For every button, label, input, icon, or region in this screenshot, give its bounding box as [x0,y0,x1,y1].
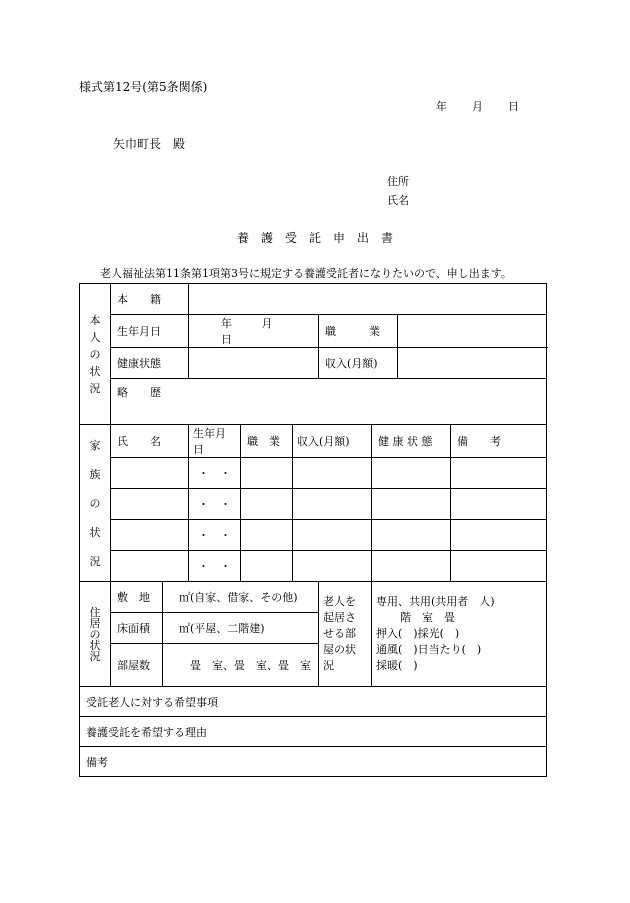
remarks-field[interactable] [80,747,547,777]
family-remarks-cell[interactable] [451,489,547,520]
family-remarks-cell[interactable] [451,458,547,489]
floor-area-label: 床面積 [111,613,163,644]
family-income-cell[interactable] [293,520,372,551]
family-name-cell[interactable] [111,458,189,489]
date-day-label: 日 [508,100,519,113]
date-year-label: 年 [436,100,447,113]
family-section-heading: 家 族 の 状 況 [80,425,111,582]
family-income-cell[interactable] [293,489,372,520]
family-remarks-cell[interactable] [451,520,547,551]
reason-label: 養護受託を希望する理由 [86,725,207,739]
table-row [80,458,547,489]
self-section-heading: 本 人 の 状 況 [80,284,111,425]
family-income-cell[interactable] [293,551,372,582]
rooms-field[interactable]: 畳 室、畳 室、畳 室 [163,644,319,687]
floor-area-field[interactable]: ㎡(平屋、二階建) [163,613,319,644]
history-field[interactable] [111,379,547,425]
housing-section-heading: 住 居 の 状 況 [80,582,111,687]
income-label: 収入(月額) [319,348,398,379]
family-occupation-cell[interactable] [241,520,293,551]
occupation-field[interactable] [398,315,547,348]
application-form-table [79,283,547,777]
elder-room-label: 老人を 起居さ せる部 屋の状 況 [319,582,372,687]
family-health-cell[interactable] [372,551,451,582]
remarks-label: 備考 [86,755,108,769]
family-health-cell[interactable] [372,520,451,551]
table-row [80,551,547,582]
wishes-field[interactable] [80,687,547,717]
family-birth-cell[interactable]: ・ ・ [189,458,241,489]
document-title: 養 護 受 託 申 出 書 [236,231,393,245]
name-label: 氏名 [387,194,409,207]
table-row [80,520,547,551]
wishes-label: 受託老人に対する希望事項 [86,695,218,709]
health-field[interactable] [189,348,319,379]
address-label: 住所 [387,175,409,188]
family-col-birthdate: 生年月日 [189,425,241,458]
family-occupation-cell[interactable] [241,489,293,520]
history-label: 略 歴 [117,386,161,399]
intro-text: 老人福祉法第11条第1項第3号に規定する養護受託者になりたいので、申し出ます。 [100,267,512,280]
site-field[interactable]: ㎡(自家、借家、その他) [163,582,319,613]
family-birth-cell[interactable]: ・ ・ [189,551,241,582]
family-col-name: 氏 名 [111,425,189,458]
family-occupation-cell[interactable] [241,551,293,582]
honseki-label: 本 籍 [111,284,189,315]
occupation-label: 職 業 [319,315,398,348]
date-month-label: 月 [472,100,483,113]
family-remarks-cell[interactable] [451,551,547,582]
family-occupation-cell[interactable] [241,458,293,489]
family-col-health: 健 康 状 態 [372,425,451,458]
form-number: 様式第12号(第5条関係) [79,80,208,94]
honseki-field[interactable] [189,284,547,315]
family-name-cell[interactable] [111,520,189,551]
rooms-label: 部屋数 [111,644,163,687]
family-health-cell[interactable] [372,489,451,520]
income-field[interactable] [398,348,547,379]
family-col-remarks: 備 考 [451,425,547,458]
birthdate-label: 生年月日 [111,315,189,348]
addressee: 矢巾町長 殿 [113,137,186,151]
health-label: 健康状態 [111,348,189,379]
family-col-income: 収入(月額) [293,425,372,458]
family-birth-cell[interactable]: ・ ・ [189,489,241,520]
table-row [80,489,547,520]
family-health-cell[interactable] [372,458,451,489]
family-birth-cell[interactable]: ・ ・ [189,520,241,551]
family-col-occupation: 職 業 [241,425,293,458]
family-name-cell[interactable] [111,551,189,582]
family-income-cell[interactable] [293,458,372,489]
birthdate-field[interactable]: 年 月 日 [189,315,319,348]
family-name-cell[interactable] [111,489,189,520]
reason-field[interactable] [80,717,547,747]
elder-room-field[interactable]: 専用、共用(共用者 人) 階 室 畳 押入( )採光( ) 通風( )日当たり( ) 採暖( ) [372,582,547,687]
site-label: 敷 地 [111,582,163,613]
